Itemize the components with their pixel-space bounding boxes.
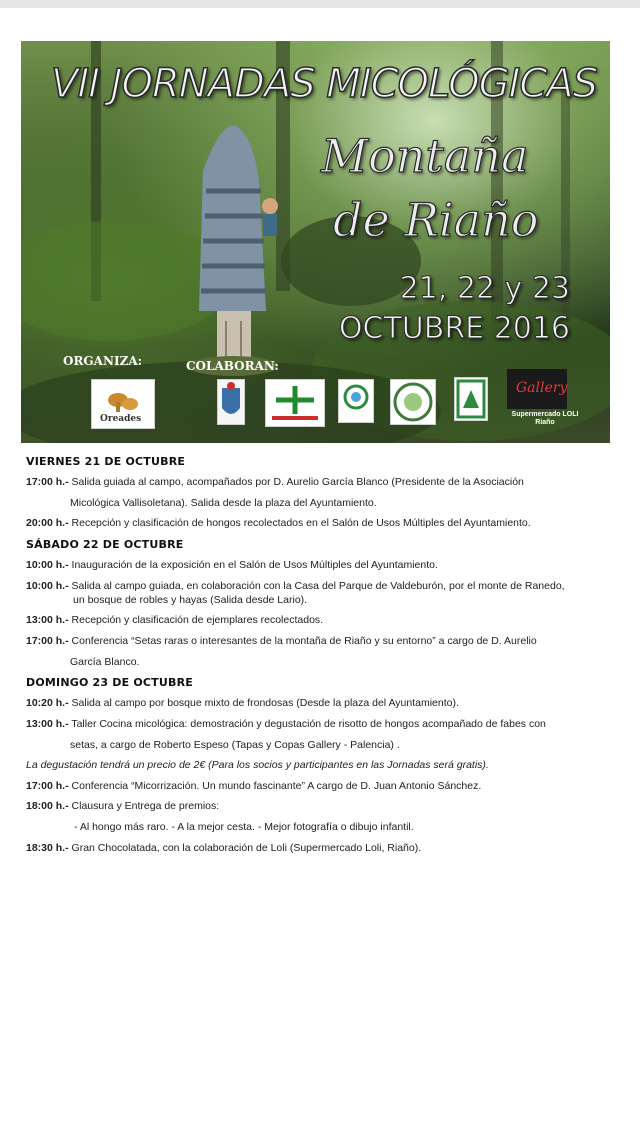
list-item-continuation: García Blanco. — [70, 656, 140, 668]
oreades-logo — [91, 379, 155, 429]
list-item-continuation: setas, a cargo de Roberto Espeso (Tapas y Copas Gallery - Palencia) . — [70, 739, 400, 751]
oreades-logo-text: Oreades — [100, 414, 142, 424]
poster-title: VII JORNADAS MICOLÓGICAS — [51, 61, 598, 107]
castilla-leon-logo — [265, 379, 325, 427]
list-item-continuation: Micológica Vallisoletana). Salida desde la plaza del Ayuntamiento. — [70, 497, 377, 509]
list-item: 10:00 h.- Inauguración de la exposición en el Salón de Usos Múltiples del Ayuntamiento. — [26, 559, 438, 571]
list-item-continuation: un bosque de robles y hayas (Salida desde Lario). — [73, 594, 308, 606]
poster-subtitle-line2: de Riaño — [333, 193, 539, 247]
list-item: 13:00 h.- Recepción y clasificación de ejemplares recolectados. — [26, 614, 324, 626]
list-item: 18:30 h.- Gran Chocolatada, con la colaboración de Loli (Supermercado Loli, Riaño). — [26, 842, 422, 854]
day3-heading: DOMINGO 23 DE OCTUBRE — [26, 676, 193, 689]
coat-of-arms-logo — [217, 379, 245, 425]
top-bar — [0, 0, 640, 8]
gallery-logo — [507, 369, 567, 409]
list-item-continuation: - Al hongo más raro. - A la mejor cesta. - Mejor fotografía o dibujo infantil. — [74, 821, 414, 833]
list-item: 10:00 h.- Salida al campo guiada, en colaboración con la Casa del Parque de Valdeburón, por el monte de Ranedo, — [26, 580, 565, 592]
poster-subtitle-line1: Montaña — [321, 129, 529, 183]
park-logo — [454, 377, 488, 421]
list-item: 17:00 h.- Salida guiada al campo, acompañados por D. Aurelio García Blanco (Presidente de la Asociación — [26, 476, 524, 488]
round-seal-logo — [390, 379, 436, 425]
day1-heading: VIERNES 21 DE OCTUBRE — [26, 455, 186, 468]
tasting-price-note: La degustación tendrá un precio de 2€ (Para los socios y participantes en las Jornadas será gratis). — [26, 759, 489, 771]
mushroom-figure — [188, 126, 278, 376]
list-item: 20:00 h.- Recepción y clasificación de hongos recolectados en el Salón de Usos Múltiples del Ayuntamiento. — [26, 517, 531, 529]
list-item: 13:00 h.- Taller Cocina micológica: demostración y degustación de risotto de hongos acompañado de fabes con — [26, 718, 546, 730]
organiza-label: ORGANIZA: — [63, 354, 143, 368]
list-item: 17:00 h.- Conferencia “Micorrización. Un mundo fascinante” A cargo de D. Juan Antonio Sánchez. — [26, 780, 482, 792]
day2-heading: SÁBADO 22 DE OCTUBRE — [26, 538, 184, 551]
gallery-logo-text: Gallery — [516, 380, 568, 396]
list-item: 10:20 h.- Salida al campo por bosque mixto de frondosas (Desde la plaza del Ayuntamiento). — [26, 697, 459, 709]
supermarket-label: Supermercado LOLI Riaño — [511, 411, 579, 426]
green-circle-logo — [338, 379, 374, 423]
list-item: 17:00 h.- Conferencia “Setas raras o interesantes de la montaña de Riaño y su entorno” a cargo de D. Aurelio — [26, 635, 537, 647]
event-poster — [21, 41, 610, 443]
poster-dates: 21, 22 y 23 — [399, 271, 570, 306]
poster-month-year: OCTUBRE 2016 — [338, 311, 570, 346]
list-item: 18:00 h.- Clausura y Entrega de premios: — [26, 800, 220, 812]
colaboran-label: COLABORAN: — [186, 359, 279, 373]
